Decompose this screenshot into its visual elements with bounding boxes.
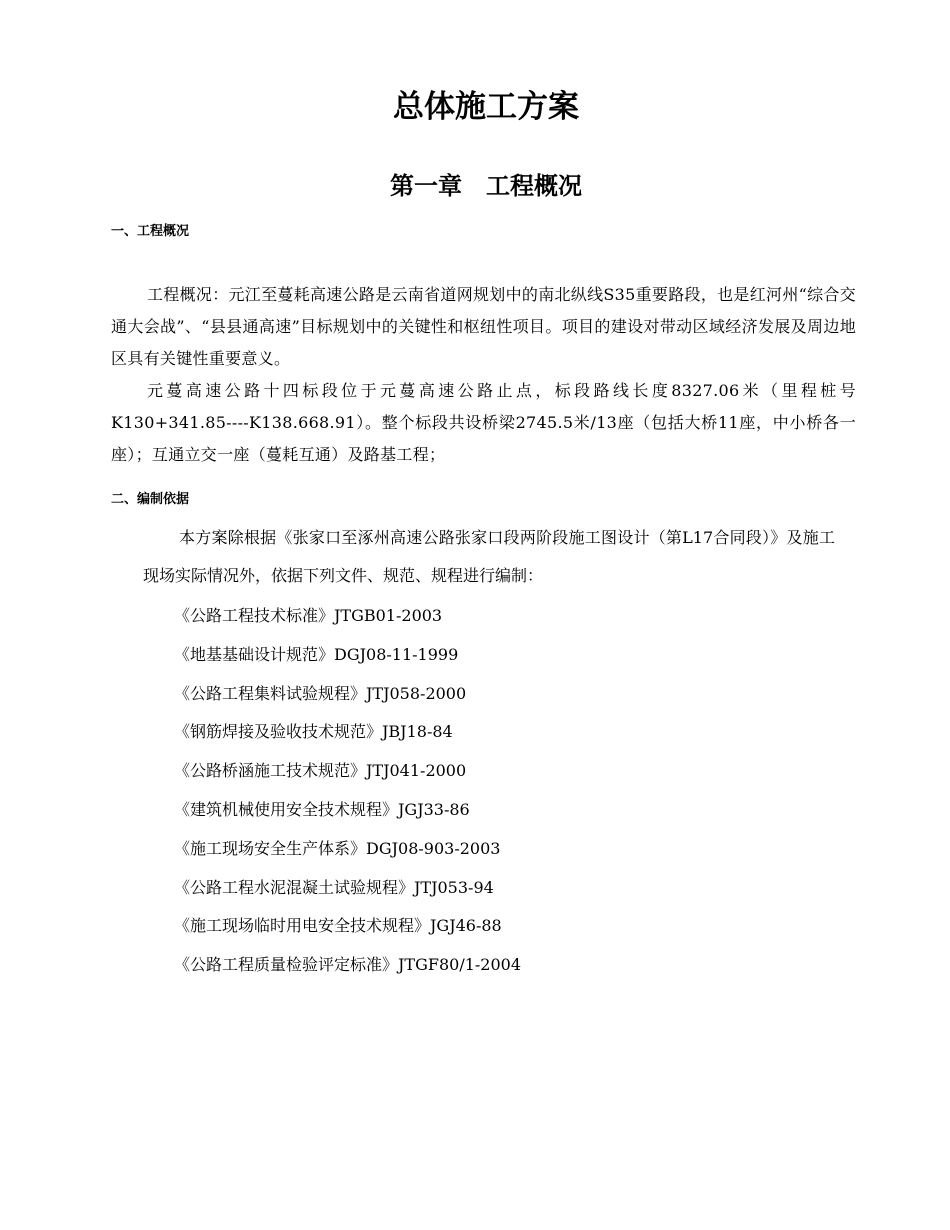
reference-item: 《地基基础设计规范》DGJ08-11-1999 — [174, 644, 459, 664]
reference-item: 《公路工程技术标准》JTGB01-2003 — [174, 606, 443, 625]
document-title: 总体施工方案 — [393, 89, 579, 125]
overview-paragraph-2: 元蔓高速公路十四标段位于元蔓高速公路止点，标段路线长度8327.06米（里程桩号K130+341.85----K138.668.91）。整个标段共设桥梁2745.5米/13座（包括大桥11座，中小桥各一座）；互通立交一座（蔓耗互通）及路基工程； — [111, 381, 856, 464]
section-heading-basis: 二、编制依据 — [111, 492, 190, 507]
reference-list — [174, 597, 521, 985]
reference-item: 《钢筋焊接及验收技术规范》JBJ18-84 — [174, 722, 453, 742]
section-heading-overview: 一、工程概况 — [111, 224, 190, 239]
overview-paragraph-1: 工程概况：元江至蔓耗高速公路是云南省道网规划中的南北纵线S35重要路段，也是红河州“综合交通大会战”、“县县通高速”目标规划中的关键性和枢纽性项目。项目的建设对带动区域经济发展及周边地区具有关键性重要意义。 — [111, 285, 857, 368]
reference-item: 《公路工程集料试验规程》JTJ058-2000 — [174, 683, 467, 703]
basis-paragraph: 本方案除根据《张家口至涿州高速公路张家口段两阶段施工图设计（第L17合同段）》及施工现场实际情况外，依据下列文件、规范、规程进行编制： — [143, 528, 835, 585]
reference-item: 《施工现场临时用电安全技术规程》JGJ46-88 — [174, 916, 502, 936]
reference-item: 《施工现场安全生产体系》DGJ08-903-2003 — [174, 838, 501, 858]
chapter-title: 第一章 工程概况 — [390, 172, 582, 200]
reference-item: 《公路桥涵施工技术规范》JTJ041-2000 — [174, 761, 467, 781]
reference-item: 《公路工程质量检验评定标准》JTGF80/1-2004 — [174, 955, 522, 975]
reference-item: 《建筑机械使用安全技术规程》JGJ33-86 — [174, 799, 470, 819]
reference-item: 《公路工程水泥混凝土试验规程》JTJ053-94 — [174, 877, 494, 897]
